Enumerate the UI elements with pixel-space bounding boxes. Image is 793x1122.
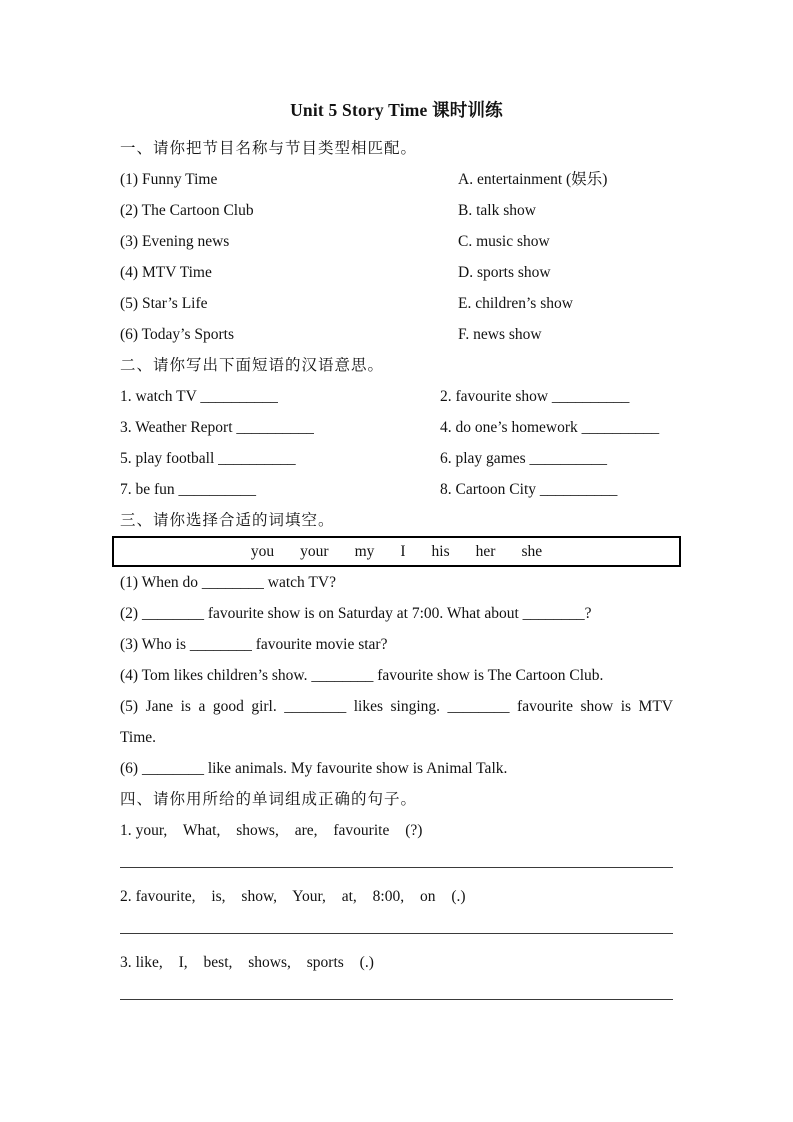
match-option-c: C. music show <box>458 233 550 250</box>
scramble-item-1-number: 1. <box>120 822 132 839</box>
match-row <box>120 164 673 195</box>
section3-heading: 三、请你选择合适的词填空。 <box>120 512 335 529</box>
answer-line-1 <box>120 867 673 868</box>
fill-sentence-1: (1) When do ________ watch TV? <box>120 574 336 591</box>
section1-heading: 一、请你把节目名称与节目类型相匹配。 <box>120 140 418 157</box>
bank-word-i: I <box>400 542 406 560</box>
scramble-item-3 <box>120 947 673 978</box>
scramble-item-2-number: 2. <box>120 888 132 905</box>
phrase-8: 8. Cartoon City __________ <box>440 481 618 498</box>
fill-sentence-3: (3) Who is ________ favourite movie star? <box>120 636 388 653</box>
bank-word-she: she <box>521 542 543 560</box>
phrase-5: 5. play football __________ <box>120 450 296 467</box>
phrase-row <box>120 474 673 505</box>
bank-word-her: her <box>475 542 496 560</box>
scramble-item-2 <box>120 881 673 912</box>
bank-word-your: your <box>300 542 329 560</box>
bank-word-you: you <box>250 542 275 560</box>
match-row <box>120 288 673 319</box>
word-bank-box <box>112 536 681 567</box>
phrase-row <box>120 381 673 412</box>
phrase-4: 4. do one’s homework __________ <box>440 419 660 436</box>
section2-heading: 二、请你写出下面短语的汉语意思。 <box>120 357 385 374</box>
bank-word-his: his <box>431 542 450 560</box>
page-title: Unit 5 Story Time 课时训练 <box>290 100 503 120</box>
phrase-6: 6. play games __________ <box>440 450 608 467</box>
match-item-2: (2) The Cartoon Club <box>120 202 254 219</box>
match-item-3: (3) Evening news <box>120 233 230 250</box>
answer-line-2 <box>120 933 673 934</box>
section-matching <box>120 133 673 350</box>
match-option-f: F. news show <box>458 326 542 343</box>
match-item-1: (1) Funny Time <box>120 171 218 188</box>
phrase-7: 7. be fun __________ <box>120 481 257 498</box>
match-row <box>120 195 673 226</box>
match-option-a: A. entertainment (娱乐) <box>458 171 608 188</box>
match-option-d: D. sports show <box>458 264 551 281</box>
section4-heading: 四、请你用所给的单词组成正确的句子。 <box>120 791 418 808</box>
answer-line-3 <box>120 999 673 1000</box>
section-unscramble <box>120 784 673 1000</box>
scramble-item-3-number: 3. <box>120 954 132 971</box>
phrase-row <box>120 443 673 474</box>
section-translation <box>120 350 673 505</box>
phrase-3: 3. Weather Report __________ <box>120 419 314 436</box>
match-row <box>120 257 673 288</box>
fill-sentence-6: (6) ________ like animals. My favourite show is Animal Talk. <box>120 760 508 777</box>
match-row <box>120 319 673 350</box>
fill-sentence-4: (4) Tom likes children’s show. ________ favourite show is The Cartoon Club. <box>120 667 604 684</box>
phrase-2: 2. favourite show __________ <box>440 388 630 405</box>
scramble-item-1 <box>120 815 673 846</box>
section-fill-in <box>120 505 673 784</box>
match-item-6: (6) Today’s Sports <box>120 326 235 343</box>
bank-word-my: my <box>354 542 375 560</box>
match-row <box>120 226 673 257</box>
scramble-item-3-words: like, I, best, shows, sports (.) <box>135 954 374 971</box>
match-item-4: (4) MTV Time <box>120 264 212 281</box>
scramble-item-2-words: favourite, is, show, Your, at, 8:00, on (.) <box>135 888 466 905</box>
fill-sentence-5: (5) Jane is a good girl. ________ likes singing. ________ favourite show is MTV Time. <box>120 698 673 746</box>
phrase-1: 1. watch TV __________ <box>120 388 278 405</box>
scramble-item-1-words: your, What, shows, are, favourite (?) <box>135 822 423 839</box>
fill-sentence-2: (2) ________ favourite show is on Saturday at 7:00. What about ________? <box>120 605 592 622</box>
match-option-b: B. talk show <box>458 202 536 219</box>
phrase-row <box>120 412 673 443</box>
match-option-e: E. children’s show <box>458 295 573 312</box>
worksheet-page <box>120 98 673 1013</box>
match-item-5: (5) Star’s Life <box>120 295 208 312</box>
